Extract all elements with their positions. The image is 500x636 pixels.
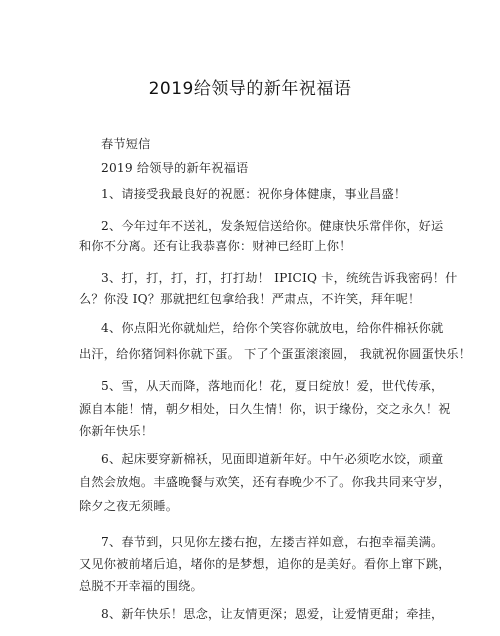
paragraph-line: 1、请接受我最良好的祝愿：祝你身体健康，事业昌盛！ [101, 187, 407, 201]
paragraph-line: 源自本能！情，朝夕相处，日久生情！你，识于缘份，交之永久！祝 [79, 402, 451, 416]
section-label: 春节短信 [101, 137, 151, 151]
page-title: 2019给领导的新年祝福语 [148, 79, 352, 99]
paragraph-line: 2、今年过年不送礼，发条短信送给你。健康快乐常伴你，好运 [101, 219, 444, 233]
paragraph-line: 3、打，打，打，打，打打劫！ IPICIQ 卡，统统告诉我密码！什 [101, 271, 458, 285]
paragraph-line: 除夕之夜无须睡。 [79, 499, 179, 513]
paragraph-line: 自然会放炮。丰盛晚餐与欢笑，还有春晚少不了。你我共同来守岁， [79, 475, 451, 489]
paragraph-line: 么？你没 IQ？那就把红包拿给我！严肃点，不许笑，拜年呢！ [79, 292, 421, 306]
paragraph-line: 6、起床要穿新棉袄，见面即道新年好。中午必须吃水饺，顽童 [101, 452, 444, 466]
paragraph-line: 又见你被前堵后追，堵你的是梦想，追你的是美好。看你上窜下跳， [79, 557, 451, 571]
paragraph-line: 8、新年快乐！思念，让友情更深；恩爱，让爱情更甜；牵挂， [101, 607, 444, 621]
paragraph-line: 7、春节到，只见你左搂右抱，左搂吉祥如意，右抱幸福美满。 [101, 535, 444, 549]
paragraph-line: 出汗，给你猪饲料你就下蛋。 下了个蛋蛋滚滚圆， 我就祝你圆蛋快乐！ [79, 347, 472, 361]
paragraph-line: 4、你点阳光你就灿烂，给你个笑容你就放电，给你件棉袄你就 [101, 321, 444, 335]
paragraph-line: 总脱不开幸福的围绕。 [79, 579, 203, 593]
paragraph-line: 和你不分离。还有让我恭喜你：财神已经盯上你！ [79, 239, 352, 253]
paragraph-line: 5、雪，从天而降，落地而化！花，夏日绽放！爱，世代传承， [101, 379, 444, 393]
paragraph-line: 你新年快乐！ [79, 424, 154, 438]
document-subtitle: 2019 给领导的新年祝福语 [101, 161, 249, 175]
